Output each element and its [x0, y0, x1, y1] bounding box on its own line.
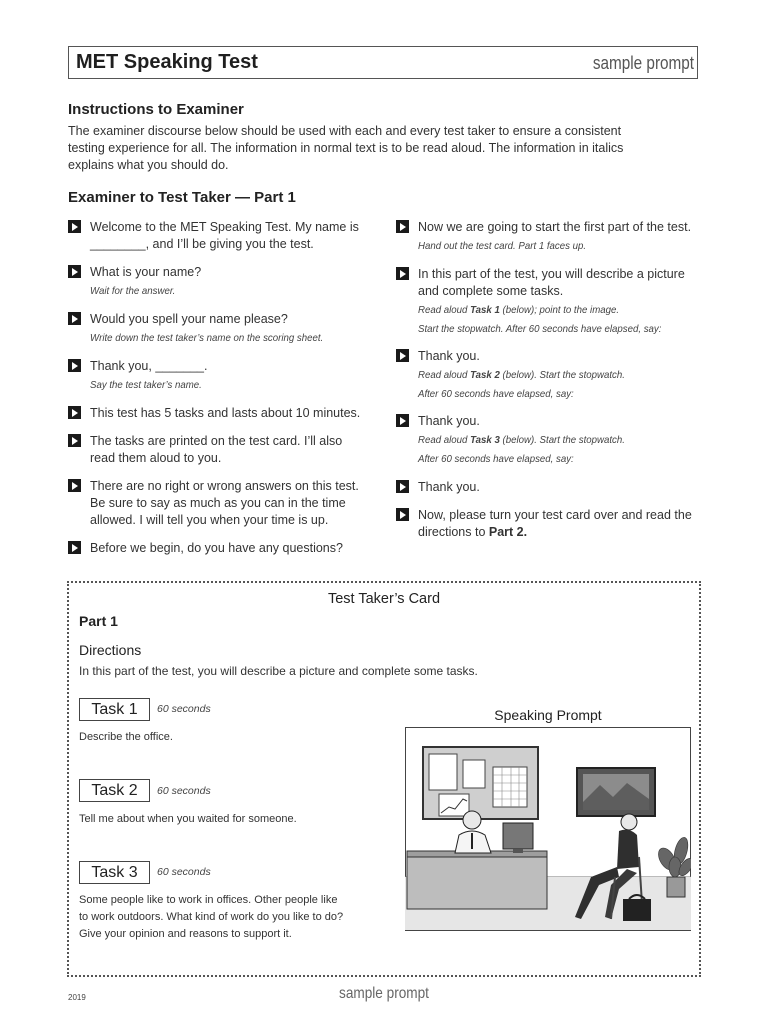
speaking-prompt-title: Speaking Prompt [494, 707, 602, 723]
script-item [396, 219, 691, 255]
bullet-arrow-icon [68, 479, 81, 492]
page-title: MET Speaking Test [76, 51, 258, 73]
task-2-time: 60 seconds [157, 785, 211, 797]
script-line: What is your name? [90, 265, 202, 279]
script-item [396, 413, 643, 468]
script-line: allowed. I will tell you when your time is up. [90, 513, 329, 527]
bullet-arrow-icon [68, 312, 81, 325]
script-item [68, 311, 344, 347]
script-item [68, 540, 343, 557]
script-line: Be sure to say as much as you can in the time [90, 496, 346, 510]
script-item [396, 348, 643, 403]
task-3-time: 60 seconds [157, 866, 211, 878]
bullet-arrow-icon [396, 220, 409, 233]
script-item [68, 405, 360, 422]
bullet-arrow-icon [68, 359, 81, 372]
instructions-line-1: The examiner discourse below should be used with each and every test taker to ensure a consistent [68, 124, 622, 138]
script-line: Would you spell your name please? [90, 312, 288, 326]
script-item [68, 264, 201, 300]
script-item [396, 266, 685, 338]
task-1-desc: Describe the office. [79, 731, 173, 743]
script-item [396, 507, 692, 541]
examiner-note: Read aloud Task 2 (below). Start the stopwatch. [418, 369, 625, 381]
footer-label: sample prompt [339, 985, 429, 1002]
bullet-arrow-icon [396, 414, 409, 427]
script-item [68, 219, 359, 253]
script-line: and complete some tasks. [418, 284, 564, 298]
office-illustration [405, 727, 691, 931]
script-line: read them aloud to you. [90, 451, 222, 465]
bullet-arrow-icon [68, 406, 81, 419]
instructions-line-2: testing experience for all. The information in normal text is to be read aloud. The information in italics [68, 141, 624, 155]
bullet-arrow-icon [68, 220, 81, 233]
bullet-arrow-icon [68, 265, 81, 278]
task-1-time: 60 seconds [157, 703, 211, 715]
card-part-label: Part 1 [79, 613, 118, 629]
script-line: directions to Part 2. [418, 525, 528, 539]
script-line: This test has 5 tasks and lasts about 10 minutes. [90, 406, 361, 420]
bullet-arrow-icon [396, 267, 409, 280]
script-item [68, 433, 342, 467]
footer-year: 2019 [68, 993, 86, 1002]
bullet-arrow-icon [68, 541, 81, 554]
script-line: Welcome to the MET Speaking Test. My name is [90, 220, 359, 234]
script-line: Now, please turn your test card over and read the [418, 508, 692, 522]
directions-heading: Directions [79, 642, 142, 658]
bullet-arrow-icon [396, 508, 409, 521]
script-line: The tasks are printed on the test card. I’ll also [90, 434, 343, 448]
script-item [68, 478, 359, 529]
task-3-desc-line: to work outdoors. What kind of work do you like to do? [79, 911, 344, 923]
task-3-label: Task 3 [79, 861, 150, 884]
instructions-line-3: explains what you should do. [68, 158, 229, 172]
instructions-heading: Instructions to Examiner [68, 101, 244, 118]
script-item [396, 479, 480, 496]
script-line: In this part of the test, you will describe a picture [418, 267, 685, 281]
examiner-note: Read aloud Task 1 (below); point to the image. [418, 304, 620, 316]
script-item [68, 358, 212, 394]
script-line: Now we are going to start the first part of the test. [418, 220, 692, 234]
examiner-note: Hand out the test card. Part 1 faces up. [418, 240, 587, 252]
bullet-arrow-icon [68, 434, 81, 447]
part1-heading: Examiner to Test Taker — Part 1 [68, 189, 296, 206]
examiner-note: Wait for the answer. [90, 285, 176, 297]
task-2-label: Task 2 [79, 779, 150, 802]
script-line: Before we begin, do you have any questions? [90, 541, 343, 555]
examiner-note: After 60 seconds have elapsed, say: [418, 453, 574, 465]
examiner-note: Read aloud Task 3 (below). Start the stopwatch. [418, 434, 625, 446]
examiner-note: Start the stopwatch. After 60 seconds have elapsed, say: [418, 323, 662, 335]
task-3-desc-line: Give your opinion and reasons to support it. [79, 928, 292, 940]
script-line: Thank you. [418, 349, 480, 363]
card-title: Test Taker’s Card [327, 591, 441, 607]
examiner-note: Write down the test taker’s name on the scoring sheet. [90, 332, 324, 344]
task-1-label: Task 1 [79, 698, 150, 721]
task-2-desc: Tell me about when you waited for someone. [79, 813, 297, 825]
script-line: Thank you. [418, 480, 480, 494]
task-3-desc-line: Some people like to work in offices. Other people like [79, 894, 338, 906]
sample-prompt-label: sample prompt [592, 53, 694, 73]
script-line: Thank you. [418, 414, 480, 428]
examiner-note: Say the test taker’s name. [90, 379, 202, 391]
bullet-arrow-icon [396, 349, 409, 362]
script-line: ________, and I’ll be giving you the test. [90, 237, 314, 251]
script-line: There are no right or wrong answers on this test. [90, 479, 359, 493]
script-line: Thank you, _______. [90, 359, 208, 373]
bullet-arrow-icon [396, 480, 409, 493]
directions-text: In this part of the test, you will describe a picture and complete some tasks. [79, 664, 478, 678]
examiner-note: After 60 seconds have elapsed, say: [418, 388, 574, 400]
